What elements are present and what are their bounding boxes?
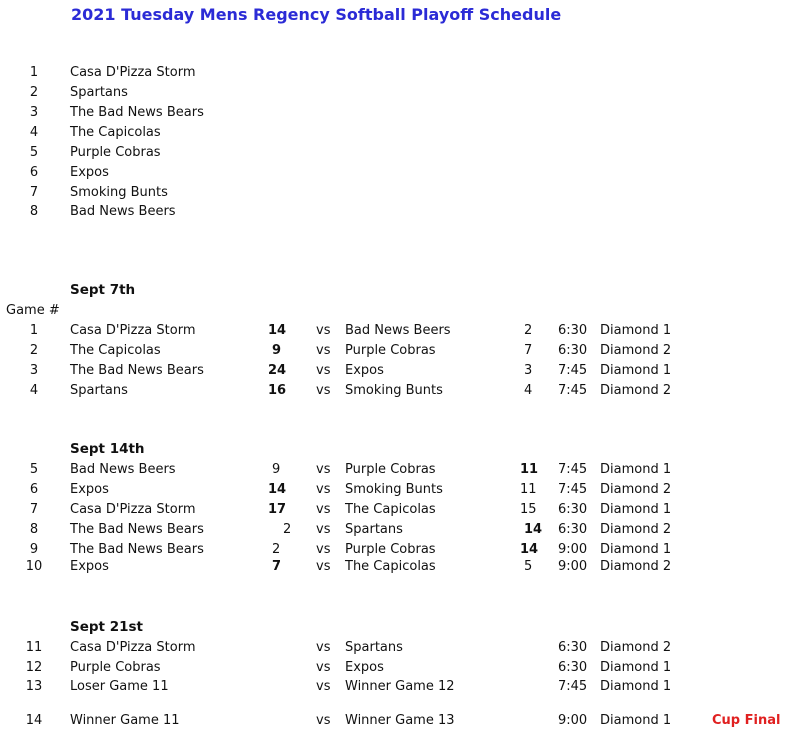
seed-rank: 1 (29, 65, 39, 80)
game-number: 2 (29, 343, 39, 358)
home-score: 14 (268, 482, 287, 497)
seed-rank: 8 (29, 204, 39, 219)
diamond: Diamond 1 (600, 542, 672, 557)
diamond: Diamond 2 (600, 522, 672, 537)
seed-team: Spartans (70, 85, 128, 100)
game-time: 7:45 (558, 363, 588, 378)
vs-label: vs (316, 660, 331, 675)
cup-final-label: Cup Final (712, 713, 781, 728)
home-score: 7 (272, 559, 282, 574)
home-team: Spartans (70, 383, 128, 398)
away-team: Purple Cobras (345, 343, 436, 358)
game-time: 7:45 (558, 462, 588, 477)
game-time: 7:45 (558, 482, 588, 497)
home-score: 14 (268, 323, 287, 338)
home-team: Loser Game 11 (70, 679, 169, 694)
vs-label: vs (316, 482, 331, 497)
game-time: 6:30 (558, 522, 588, 537)
diamond: Diamond 1 (600, 713, 672, 728)
game-number: 1 (29, 323, 39, 338)
vs-label: vs (316, 323, 331, 338)
diamond: Diamond 1 (600, 323, 672, 338)
game-time: 9:00 (558, 542, 588, 557)
seed-team: Bad News Beers (70, 204, 176, 219)
game-number: 6 (29, 482, 39, 497)
home-score: 9 (272, 462, 281, 477)
home-team: The Bad News Bears (70, 363, 204, 378)
round-date: Sept 21st (70, 619, 143, 635)
home-team: Casa D'Pizza Storm (70, 502, 196, 517)
game-number: 5 (29, 462, 39, 477)
game-time: 6:30 (558, 640, 588, 655)
home-team: Expos (70, 559, 109, 574)
home-score: 2 (272, 542, 281, 557)
page-title: 2021 Tuesday Mens Regency Softball Playoff Schedule (71, 5, 562, 24)
vs-label: vs (316, 462, 331, 477)
diamond: Diamond 2 (600, 559, 672, 574)
away-score: 15 (520, 502, 537, 517)
diamond: Diamond 1 (600, 502, 672, 517)
seed-team: Casa D'Pizza Storm (70, 65, 196, 80)
game-number: 10 (25, 559, 43, 574)
diamond: Diamond 1 (600, 462, 672, 477)
away-score: 11 (520, 462, 539, 477)
round-date: Sept 7th (70, 282, 136, 298)
away-score: 11 (520, 482, 537, 497)
away-score: 14 (520, 542, 539, 557)
away-score: 14 (524, 522, 543, 537)
away-team: Smoking Bunts (345, 482, 443, 497)
game-time: 6:30 (558, 660, 588, 675)
away-team: Smoking Bunts (345, 383, 443, 398)
diamond: Diamond 1 (600, 660, 672, 675)
home-score: 9 (272, 343, 282, 358)
vs-label: vs (316, 363, 331, 378)
away-team: The Capicolas (345, 559, 436, 574)
seed-team: The Capicolas (70, 125, 161, 140)
vs-label: vs (316, 383, 331, 398)
game-number: 11 (25, 640, 43, 655)
seed-team: Purple Cobras (70, 145, 161, 160)
away-team: Spartans (345, 640, 403, 655)
round-date: Sept 14th (70, 441, 145, 457)
away-team: Purple Cobras (345, 542, 436, 557)
game-number-header: Game # (6, 303, 60, 318)
game-number: 12 (25, 660, 43, 675)
seed-team: The Bad News Bears (70, 105, 204, 120)
game-number: 4 (29, 383, 39, 398)
seed-rank: 7 (29, 185, 39, 200)
seed-team: Expos (70, 165, 109, 180)
game-number: 13 (25, 679, 43, 694)
away-team: The Capicolas (345, 502, 436, 517)
vs-label: vs (316, 343, 331, 358)
game-time: 6:30 (558, 323, 588, 338)
seed-rank: 5 (29, 145, 39, 160)
vs-label: vs (316, 679, 331, 694)
game-time: 7:45 (558, 679, 588, 694)
diamond: Diamond 2 (600, 383, 672, 398)
away-team: Expos (345, 660, 384, 675)
away-team: Expos (345, 363, 384, 378)
game-time: 9:00 (558, 559, 588, 574)
away-team: Purple Cobras (345, 462, 436, 477)
seed-team: Smoking Bunts (70, 185, 168, 200)
game-number: 3 (29, 363, 39, 378)
seed-rank: 2 (29, 85, 39, 100)
vs-label: vs (316, 522, 331, 537)
home-team: Purple Cobras (70, 660, 161, 675)
vs-label: vs (316, 542, 331, 557)
away-score: 4 (524, 383, 533, 398)
seed-rank: 3 (29, 105, 39, 120)
home-team: The Bad News Bears (70, 522, 204, 537)
game-time: 9:00 (558, 713, 588, 728)
away-team: Winner Game 12 (345, 679, 455, 694)
seed-rank: 6 (29, 165, 39, 180)
game-time: 7:45 (558, 383, 588, 398)
game-number: 9 (29, 542, 39, 557)
home-team: Casa D'Pizza Storm (70, 640, 196, 655)
game-time: 6:30 (558, 502, 588, 517)
home-score: 17 (268, 502, 287, 517)
away-score: 3 (524, 363, 533, 378)
vs-label: vs (316, 559, 331, 574)
vs-label: vs (316, 713, 331, 728)
away-score: 7 (524, 343, 533, 358)
vs-label: vs (316, 640, 331, 655)
diamond: Diamond 1 (600, 679, 672, 694)
home-team: The Bad News Bears (70, 542, 204, 557)
home-score: 16 (268, 383, 287, 398)
game-time: 6:30 (558, 343, 588, 358)
game-number: 14 (25, 713, 43, 728)
diamond: Diamond 2 (600, 343, 672, 358)
vs-label: vs (316, 502, 331, 517)
away-team: Winner Game 13 (345, 713, 455, 728)
game-number: 7 (29, 502, 39, 517)
diamond: Diamond 2 (600, 482, 672, 497)
home-team: Casa D'Pizza Storm (70, 323, 196, 338)
away-team: Bad News Beers (345, 323, 451, 338)
home-team: Expos (70, 482, 109, 497)
diamond: Diamond 2 (600, 640, 672, 655)
home-score: 2 (283, 522, 292, 537)
seed-rank: 4 (29, 125, 39, 140)
home-team: Bad News Beers (70, 462, 176, 477)
diamond: Diamond 1 (600, 363, 672, 378)
away-team: Spartans (345, 522, 403, 537)
away-score: 2 (524, 323, 533, 338)
game-number: 8 (29, 522, 39, 537)
home-team: The Capicolas (70, 343, 161, 358)
home-team: Winner Game 11 (70, 713, 180, 728)
home-score: 24 (268, 363, 287, 378)
away-score: 5 (524, 559, 533, 574)
